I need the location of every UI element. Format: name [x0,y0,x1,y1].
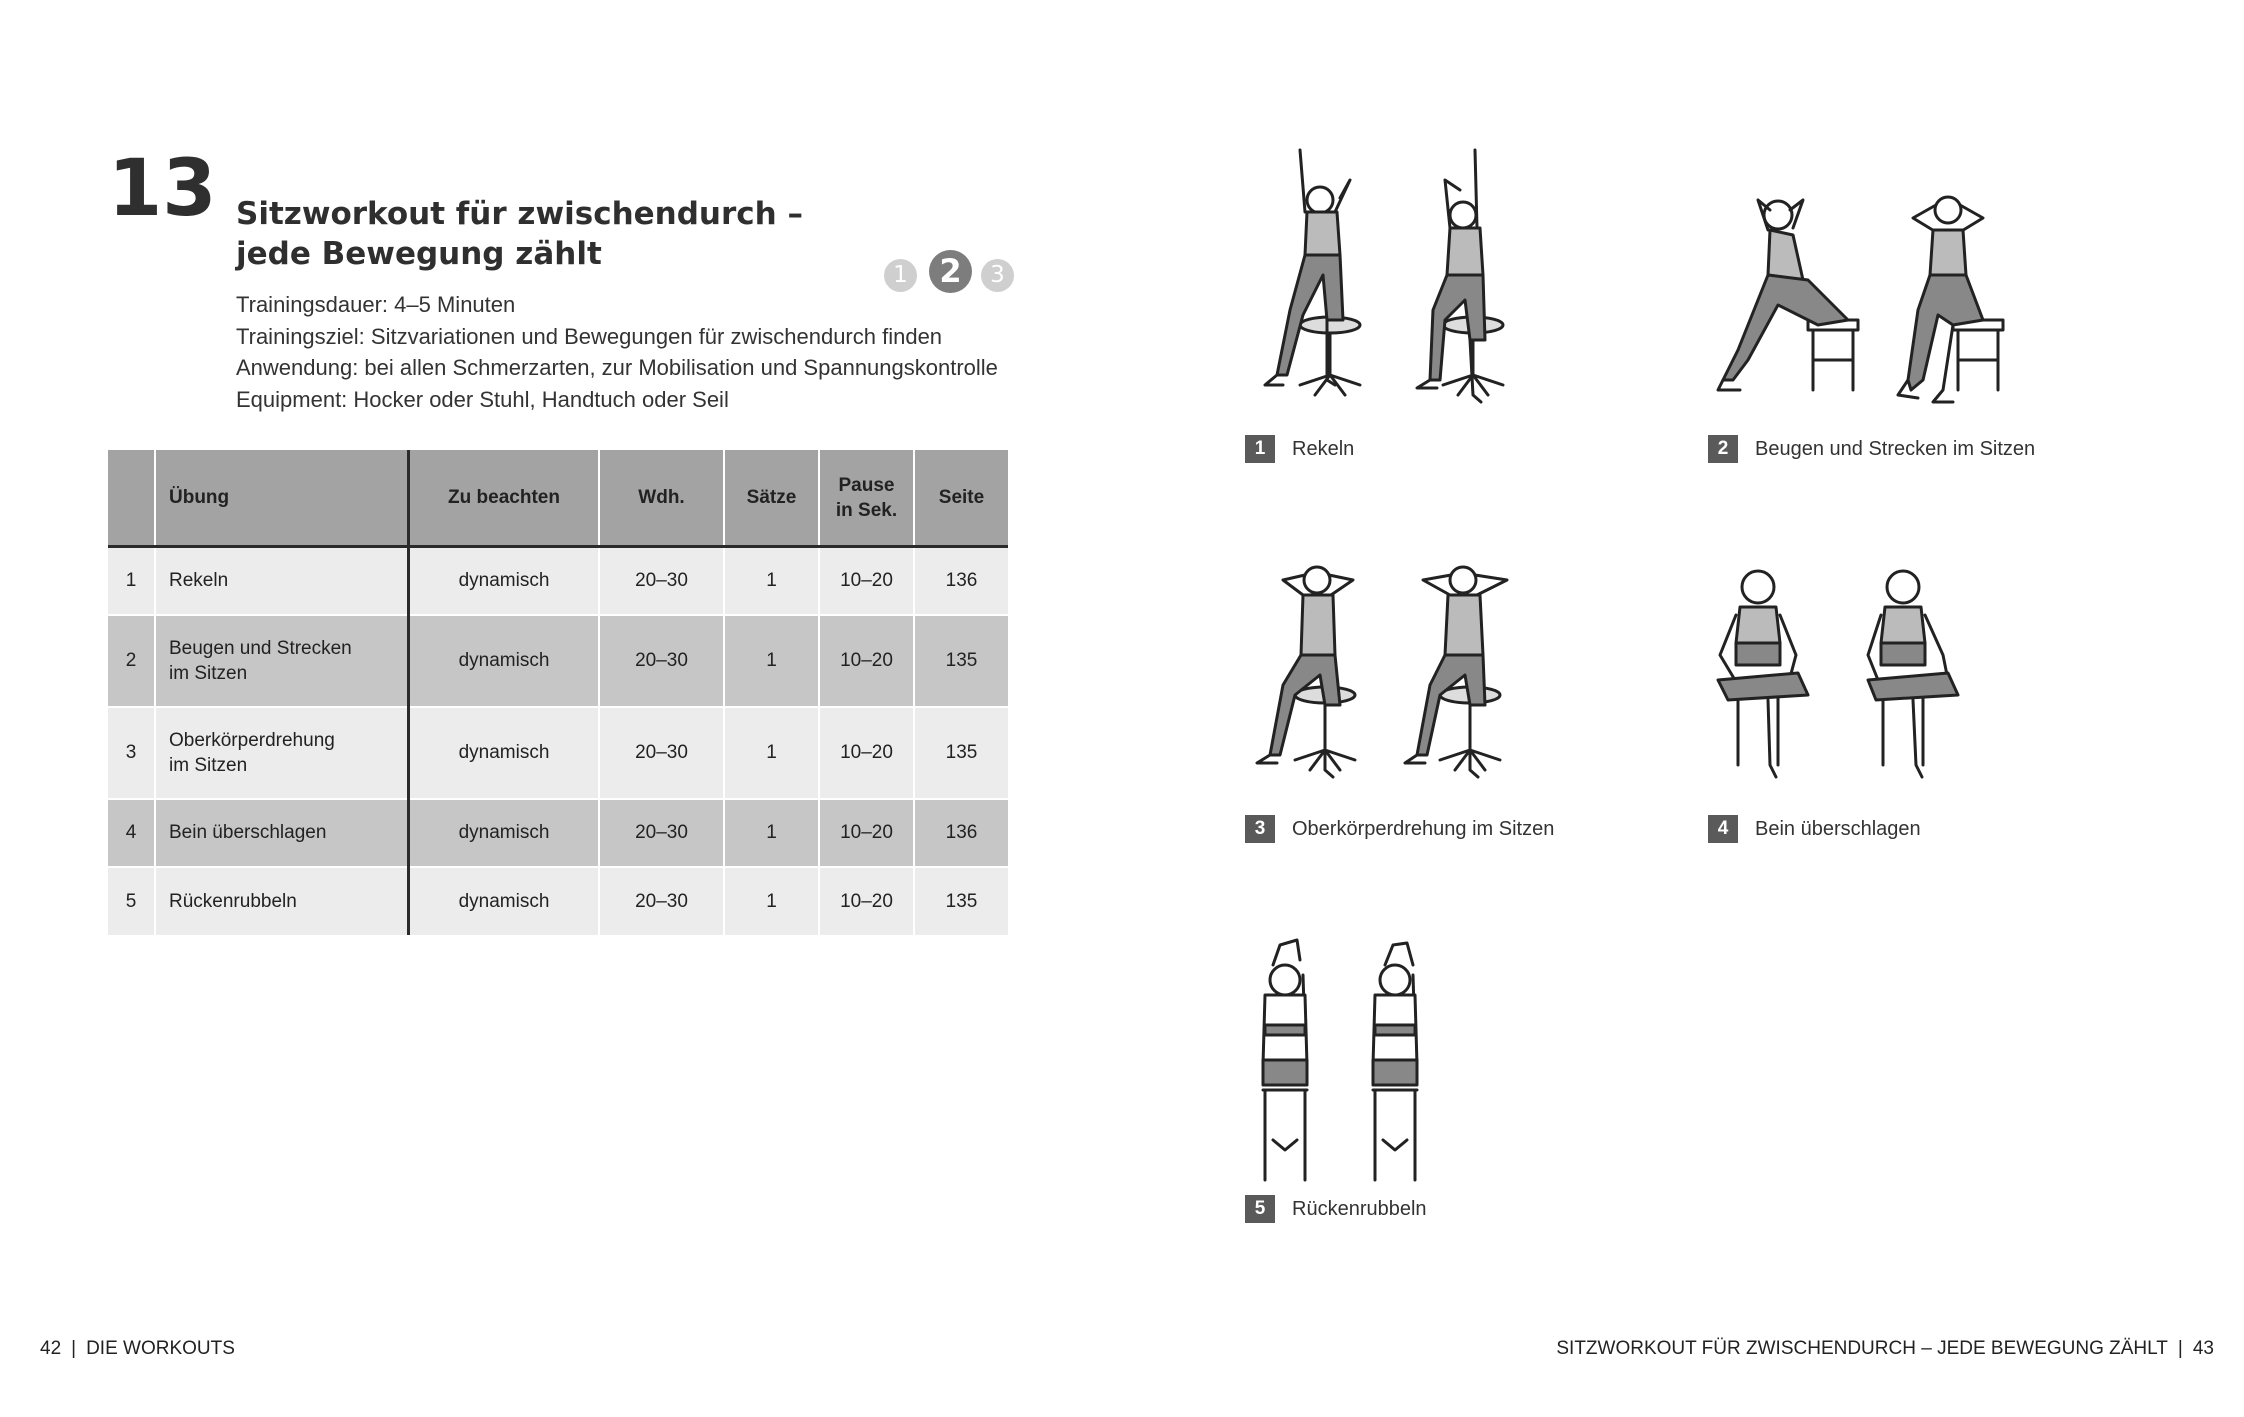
workout-title [236,194,803,274]
back-rub-figures-illustration [1245,935,1445,1190]
cell-saetze: 1 [724,799,819,867]
table-row [108,547,1008,615]
cell-saetze: 1 [724,547,819,615]
info-duration: Trainingsdauer: 4–5 Minuten [236,292,516,317]
figure-badge-1: 1 [1245,435,1275,463]
level-2-circle-active: 2 [929,250,972,293]
header-pause-line-1: Pause [838,474,895,496]
cell-uebung-line-1: Rekeln [169,570,229,592]
cell-zu-beachten: dynamisch [409,707,600,799]
cell-zu-beachten: dynamisch [409,867,600,935]
figure-badge-3: 3 [1245,815,1275,843]
cell-nr: 4 [108,799,155,867]
cell-seite: 135 [914,615,1008,707]
cell-uebung-line-1: Bein überschlagen [169,822,327,843]
footer-left [40,1338,235,1360]
cell-seite: 135 [914,867,1008,935]
cell-seite: 135 [914,707,1008,799]
cell-uebung-line-1: Beugen und Strecken [169,637,352,659]
figure-badge-4: 4 [1708,815,1738,843]
stretching-figures-illustration [1245,140,1545,430]
cell-uebung-line-1: Oberkörperdrehung [169,729,335,751]
cell-nr: 5 [108,867,155,935]
figure-badge-2: 2 [1708,435,1738,463]
figure-label-2: Beugen und Strecken im Sitzen [1755,437,2036,460]
page-number-right: 43 [2192,1338,2214,1359]
leg-cross-figures-illustration [1708,555,2008,810]
header-pause [819,450,914,547]
title-line-2: jede Bewegung zählt [236,236,602,272]
footer-right [1556,1338,2214,1360]
workout-info [236,289,998,415]
info-equipment: Equipment: Hocker oder Stuhl, Handtuch oder Seil [236,386,729,412]
figure-label-1: Rekeln [1292,437,1355,460]
header-saetze: Sätze [724,450,819,547]
cell-saetze: 1 [724,615,819,707]
cell-seite: 136 [914,547,1008,615]
cell-uebung [155,615,409,707]
cell-uebung [155,707,409,799]
bend-stretch-figures-illustration [1708,140,2028,430]
cell-uebung [155,867,409,935]
cell-pause: 10–20 [819,547,914,615]
cell-wdh: 20–30 [599,867,724,935]
page-number-left: 42 [40,1338,62,1359]
cell-uebung-line-2: im Sitzen [169,662,248,684]
cell-wdh: 20–30 [599,547,724,615]
info-goal: Trainingsziel: Sitzvariationen und Bewegungen für zwischendurch finden [236,323,943,349]
table-row [108,615,1008,707]
exercise-table [108,450,1008,935]
cell-saetze: 1 [724,707,819,799]
cell-seite: 136 [914,799,1008,867]
level-3-circle: 3 [981,259,1014,292]
info-application: Anwendung: bei allen Schmerzarten, zur Mobilisation und Spannungskontrolle [236,355,998,380]
footer-separator: | [71,1338,77,1359]
footer-section-left: DIE WORKOUTS [86,1338,235,1359]
figure-label-5: Rückenrubbeln [1292,1197,1427,1220]
cell-wdh: 20–30 [599,707,724,799]
cell-pause: 10–20 [819,799,914,867]
figure-caption-5 [1245,1195,1427,1223]
cell-zu-beachten: dynamisch [409,615,600,707]
table-header-row [108,450,1008,547]
cell-wdh: 20–30 [599,799,724,867]
cell-wdh: 20–30 [599,615,724,707]
cell-uebung [155,547,409,615]
cell-zu-beachten: dynamisch [409,799,600,867]
cell-pause: 10–20 [819,615,914,707]
cell-uebung [155,799,409,867]
workout-number: 13 [108,144,217,234]
figure-caption-4 [1708,815,1921,843]
figure-caption-2 [1708,435,2035,463]
header-pause-line-2: in Sek. [835,499,898,521]
cell-nr: 3 [108,707,155,799]
torso-rotation-figures-illustration [1245,555,1545,810]
header-uebung: Übung [155,450,409,547]
figure-label-4: Bein überschlagen [1755,817,1921,840]
figure-label-3: Oberkörperdrehung im Sitzen [1292,817,1555,840]
cell-uebung-line-2: im Sitzen [169,754,248,776]
header-nr [108,450,155,547]
figure-badge-5: 5 [1245,1195,1275,1223]
header-zu-beachten: Zu beachten [409,450,600,547]
figure-caption-1 [1245,435,1354,463]
cell-nr: 1 [108,547,155,615]
cell-uebung-line-1: Rückenrubbeln [169,890,297,912]
table-row [108,707,1008,799]
cell-nr: 2 [108,615,155,707]
footer-separator: | [2177,1338,2183,1359]
cell-zu-beachten: dynamisch [409,547,600,615]
cell-saetze: 1 [724,867,819,935]
cell-pause: 10–20 [819,867,914,935]
table-row [108,867,1008,935]
level-1-circle: 1 [884,259,917,292]
header-seite: Seite [914,450,1008,547]
cell-pause: 10–20 [819,707,914,799]
footer-section-right: SITZWORKOUT FÜR ZWISCHENDURCH – JEDE BEWEGUNG ZÄHLT [1556,1338,2168,1359]
title-line-1: Sitzworkout für zwischendurch – [236,196,804,232]
figure-caption-3 [1245,815,1554,843]
header-wdh: Wdh. [599,450,724,547]
table-row [108,799,1008,867]
